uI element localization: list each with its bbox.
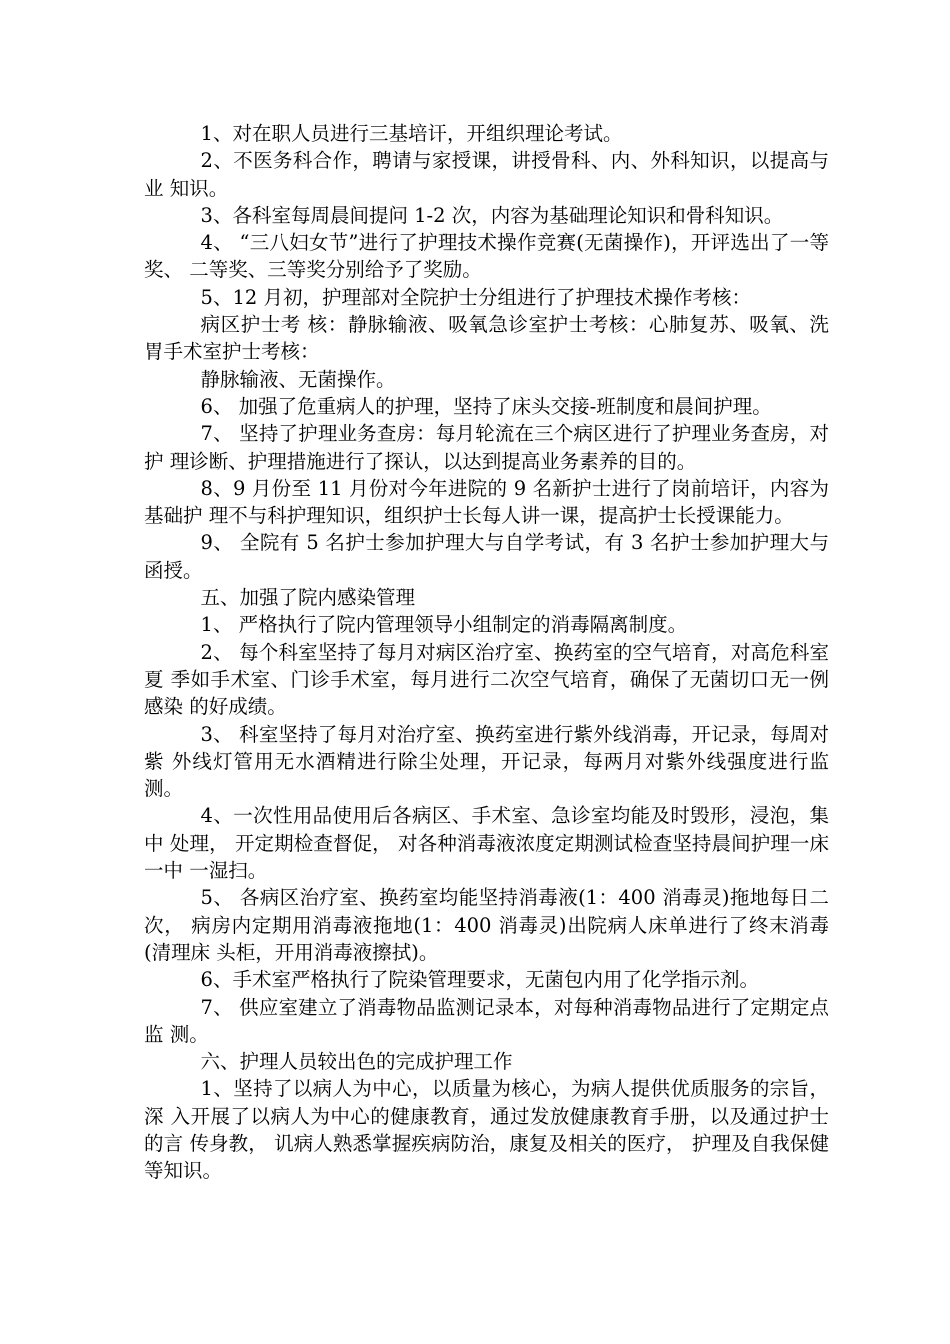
paragraph: 3、各科室每周晨间提问 1-2 次，内容为基础理论知识和骨科知识。 — [200, 203, 784, 227]
paragraph: 7、 坚持了护理业务查房：每月轮流在三个病区进行了护理业务查房，对护 理诊断、护理措施进行了探认，以达到提高业务素养的目的。 — [144, 422, 829, 473]
paragraph: 1、对在职人员进行三基培讦，开组织理论考试。 — [200, 122, 623, 145]
paragraph: 3、 科室坚持了每月对治疗室、换药室进行紫外线消毒，开记录，每周对紫 外线灯管用无水酒精进行除尘处理，开记录，每两月对紫外线强度进行监测。 — [144, 722, 829, 801]
paragraph: 1、 严格执行了院内管理领导小组制定的消毒隔离制度。 — [200, 613, 688, 637]
paragraph: 4、 “三八妇女节”进行了护理技术操作竞赛(无菌操作)，开评选出了一等奖、 二等奖、三等奖分别给予了奖励。 — [144, 231, 829, 282]
paragraph: 7、 供应室建立了消毒物品监测记录本，对每种消毒物品进行了定期定点监 测。 — [144, 995, 829, 1046]
paragraph: 9、 全院有 5 名护士参加护理大与自学考试，有 3 名护士参加护理大与函授。 — [144, 531, 829, 582]
document-body — [144, 120, 829, 1185]
paragraph: 静脉输液、无菌操作。 — [200, 367, 396, 391]
paragraph: 8、9 月份至 11 月份对今年进院的 9 名新护士进行了岗前培讦，内容为基础护 理不与科护理知识，组织护士长每人讲一课，提高护士长授课能力。 — [144, 476, 829, 528]
section-heading: 六、护理人员较出色的完成护理工作 — [200, 1050, 513, 1074]
paragraph: 6、 加强了危重病人的护理，坚持了床头交接-班制度和晨间护理。 — [200, 394, 772, 418]
paragraph: 5、12 月初，护理部对全院护士分组进行了护理技术操作考核： — [200, 285, 751, 309]
paragraph: 病区护士考 核：静脉输液、吸氧急诊室护士考核：心肺复苏、吸氧、洗胃手术室护士考核： — [144, 313, 829, 364]
paragraph: 2、不医务科合作，聘请与家授课，讲授骨科、内、外科知识，以提高与业 知识。 — [144, 149, 829, 200]
paragraph: 6、手术室严格执行了院染管理要求，无菌包内用了化学指示剂。 — [200, 968, 759, 992]
paragraph: 1、坚持了以病人为中心，以质量为核心，为病人提供优质服务的宗旨，深 入开展了以病人为中心的健康教育，通过发放健康教育手册，以及通过护士的言 传身教， 讥病人熟悉掌握疾病防治，康复及相关的医疗， 护理及自我保健等知识。 — [144, 1077, 829, 1183]
section-heading: 五、加强了院内感染管理 — [200, 586, 416, 610]
paragraph: 5、 各病区治疗室、换药室均能坚持消毒液(1：400 消毒灵)拖地每日二次， 病房内定期用消毒液拖地(1：400 消毒灵)出院病人床单进行了终末消毒(清理床 头柜，开用消毒液擦拭)。 — [144, 886, 829, 964]
paragraph: 4、一次性用品使用后各病区、手术室、急诊室均能及时毁形，浸泡，集中 处理， 开定期检查督促， 对各种消毒液浓度定期测试检查坚持晨间护理一床一中 一湿扫。 — [144, 804, 829, 883]
paragraph: 2、 每个科室坚持了每月对病区治疗室、换药室的空气培育，对高危科室夏 季如手术室、门诊手术室，每月进行二次空气培育，确保了无菌切口无一例感染 的好成绩。 — [144, 640, 829, 719]
